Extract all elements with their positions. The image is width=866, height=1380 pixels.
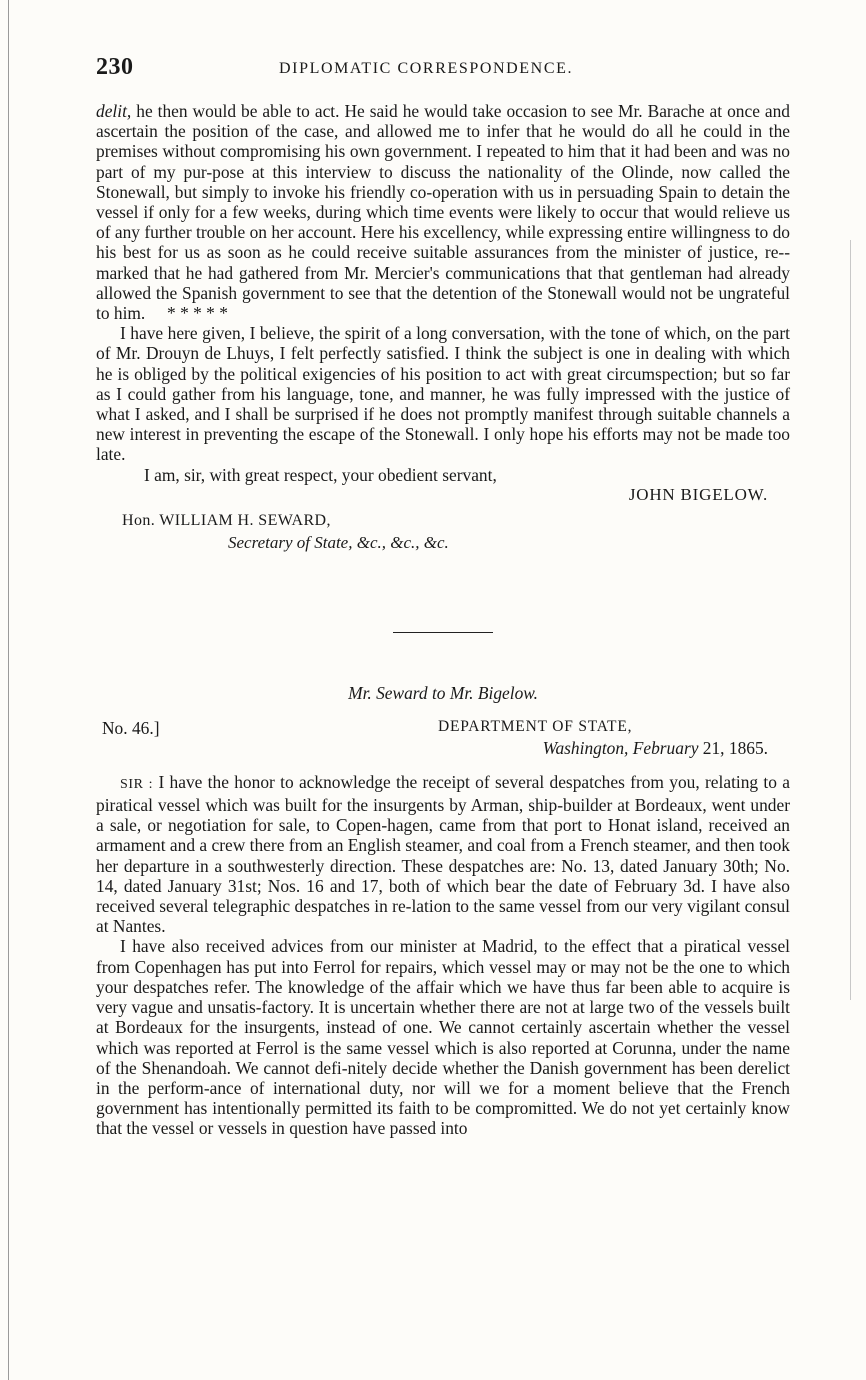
letter2-heading: Mr. Seward to Mr. Bigelow.	[348, 682, 538, 703]
letter2-paragraph-1-text: I have the honor to acknowledge the receipt of several despatches from you, relating to a piratical vessel which was built for the insurgents by Arman, ship-builder at Bordeaux, went under a sale, or negotiation for sale, to Copen-hagen, came from that port to Honat island, received an armament and a crew there from an English steamer, and coal from a French steamer, and then took her departure in a southwesterly direction. These despatches are: No. 13, dated January 30th; No. 14, dated January 31st; Nos. 16 and 17, both of which bear the date of February 3d. I have also received several telegraphic despatches in re-lation to the same vessel from our very vigilant consul at Nantes.	[96, 771, 790, 937]
letter2-dateline-day: 21, 1865.	[698, 737, 768, 758]
letter1-paragraph-2: I have here given, I believe, the spirit of a long conversation, with the tone of which, on the part of Mr. Drouyn de Lhuys, I felt perfectly satisfied. I think the subject is one in dealing with which he is obliged by the political exigencies of his position to act with great circumspection; but so far as I could gather from his language, tone, and manner, he was fully impressed with the justice of what I asked, and I shall be surprised if he does not promptly manifest through suitable channels a new interest in preventing the escape of the Stonewall. I only hope his efforts may not be made too late.	[96, 323, 790, 465]
letter2-dateline	[543, 738, 768, 759]
letter1-paragraph-1-text: he then would be able to act. He said he would take occasion to see Mr. Barache at once and ascertain the position of the case, and allowed me to infer that he would do all he could in the premises without compromising his own government. I repeated to him that it had been and was no part of my pur-pose at this interview to discuss the nationality of the Olinde, now called the Stonewall, but simply to invoke his friendly co-operation with us in persuading Spain to detain the vessel if only for a few weeks, during which time events were likely to occur that would relieve us of any further trouble on her account. Here his excellency, while expressing entire willingness to do his best for us as soon as he could receive suitable assurances from the minister of justice, re-marked that he had gathered from Mr. Mercier's communications that that gentleman had already allowed the Spanish government to see that the detention of the Stonewall would not be ungrateful to him.	[96, 101, 790, 324]
running-title: DIPLOMATIC CORRESPONDENCE.	[279, 60, 574, 77]
letter2-department: DEPARTMENT OF STATE,	[438, 717, 633, 735]
addressee-block	[96, 510, 790, 554]
letter1-closing: I am, sir, with great respect, your obedient servant,	[144, 464, 497, 485]
letter2-dateline-row	[96, 718, 790, 762]
ellipsis-stars: * * * * *	[167, 303, 228, 324]
addressee-title: Secretary of State, &c., &c., &c.	[228, 532, 449, 552]
margin-rule	[850, 240, 851, 1000]
letter2-number: No. 46.]	[102, 717, 160, 738]
addressee-name: Hon. WILLIAM H. SEWARD,	[122, 511, 331, 529]
letter2-salutation: SIR :	[120, 776, 154, 792]
letter2-paragraph-1	[96, 772, 790, 937]
letter1-paragraph-1	[96, 101, 790, 323]
running-header	[96, 54, 790, 88]
letter1-paragraph-1-lead: delit,	[96, 101, 132, 121]
section-divider	[393, 632, 493, 633]
letter2-dateline-place: Washington, February	[542, 737, 699, 758]
signature: JOHN BIGELOW.	[628, 484, 768, 504]
letter2-paragraph-2: I have also received advices from our minister at Madrid, to the effect that a piratical vessel from Copenhagen has put into Ferrol for repairs, which vessel may or may not be the one to which your despatches refer. The knowledge of the affair which we have thus far been able to acquire is very vague and unsatis-factory. It is uncertain whether there are not at large two of the vessels built at Bordeaux for the insurgents, instead of one. We cannot certainly ascertain whether the vessel which was reported at Ferrol is the same vessel which is also reported at Corunna, under the name of the Shenandoah. We cannot defi-nitely decide whether the Danish government has been derelict in the perform-ance of international duty, nor will we for a moment believe that the French government has intentionally permitted its faith to be compromitted. We do not yet certainly know that the vessel or vessels in question have passed into	[96, 936, 790, 1139]
page-number: 230	[96, 54, 134, 80]
document-page	[96, 54, 790, 1139]
page-edge-rule	[8, 0, 9, 1380]
